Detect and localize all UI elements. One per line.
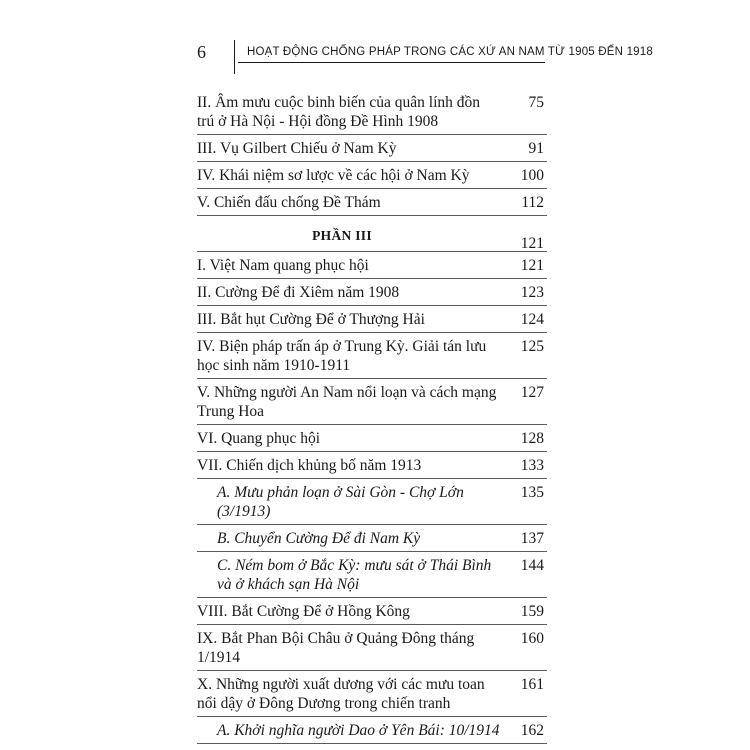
toc-entry	[197, 625, 547, 671]
toc-entry	[197, 252, 547, 279]
toc-entry-page: 75	[528, 94, 544, 111]
toc-entry-page: 121	[520, 257, 544, 274]
toc-entry	[197, 452, 547, 479]
toc-entry-page: 137	[520, 530, 544, 547]
toc-entry-page: 160	[520, 630, 544, 647]
toc-entry-title: II. Âm mưu cuộc binh biến của quân lính đồn trú ở Hà Nội - Hội đồng Đề Hình 1908	[197, 94, 481, 130]
toc-entry	[197, 598, 547, 625]
toc-entry-title: X. Những người xuất dương với các mưu toan nổi dậy ở Đông Dương trong chiến tranh	[197, 676, 485, 712]
toc-entry-title: VI. Quang phục hội	[197, 430, 321, 447]
table-of-contents	[197, 89, 547, 744]
running-title: HOẠT ĐỘNG CHỐNG PHÁP TRONG CÁC XỨ AN NAM TỪ 1905 ĐẾN 1918	[247, 46, 653, 58]
toc-entry-title: IV. Biện pháp trấn áp ở Trung Kỳ. Giải tán lưu học sinh năm 1910-1911	[197, 338, 487, 374]
toc-entry	[197, 135, 547, 162]
toc-subentry	[197, 552, 547, 598]
part-title: PHẦN III	[312, 228, 372, 243]
header-vertical-rule	[234, 40, 235, 74]
toc-subentry	[197, 525, 547, 552]
header-underline	[238, 62, 545, 63]
toc-entry-page: 123	[520, 284, 544, 301]
toc-entry	[197, 425, 547, 452]
toc-entry-title: V. Chiến đấu chống Đề Thám	[197, 194, 381, 211]
toc-entry-page: 135	[520, 484, 544, 501]
toc-entry	[197, 671, 547, 717]
toc-entry-title: IV. Khái niệm sơ lược về các hội ở Nam Kỳ	[197, 167, 470, 184]
toc-entry-page: 128	[520, 430, 544, 447]
toc-subentry	[197, 717, 547, 744]
toc-subentry-title: C. Ném bom ở Bắc Kỳ: mưu sát ở Thái Bình và ở khách sạn Hà Nội	[217, 557, 492, 593]
toc-entry	[197, 162, 547, 189]
toc-entry-title: IX. Bắt Phan Bội Châu ở Quảng Đông tháng 1/1914	[197, 630, 475, 666]
toc-entry-title: VII. Chiến dịch khủng bố năm 1913	[197, 457, 422, 474]
toc-entry-page: 100	[520, 167, 544, 184]
toc-entry	[197, 333, 547, 379]
toc-entry-title: III. Bắt hụt Cường Để ở Thượng Hải	[197, 311, 425, 328]
toc-entry-page: 133	[520, 457, 544, 474]
toc-entry-title: I. Việt Nam quang phục hội	[197, 257, 369, 274]
toc-entry-title: II. Cường Để đi Xiêm năm 1908	[197, 284, 400, 301]
toc-entry-page: 125	[520, 338, 544, 355]
toc-entry	[197, 89, 547, 135]
toc-entry-title: V. Những người An Nam nổi loạn và cách mạng Trung Hoa	[197, 384, 497, 420]
toc-entry-title: III. Vụ Gilbert Chiếu ở Nam Kỳ	[197, 140, 397, 157]
toc-entry-page: 144	[520, 557, 544, 574]
toc-entry-page: 161	[520, 676, 544, 693]
page-number: 6	[197, 42, 206, 62]
toc-subentry-title: A. Khởi nghĩa người Dao ở Yên Bái: 10/1914	[217, 722, 500, 739]
toc-entry-page: 121	[520, 235, 544, 252]
toc-subentry-title: A. Mưu phản loạn ở Sài Gòn - Chợ Lớn (3/1913)	[217, 484, 464, 520]
toc-entry-page: 112	[521, 194, 544, 211]
toc-entry-page: 127	[520, 384, 544, 401]
toc-entry-title: VIII. Bắt Cường Để ở Hồng Kông	[197, 603, 410, 620]
toc-entry-page: 124	[520, 311, 544, 328]
toc-entry	[197, 306, 547, 333]
page-header	[0, 0, 750, 80]
toc-entry	[197, 379, 547, 425]
toc-part-heading	[197, 216, 547, 252]
toc-entry-page: 91	[528, 140, 544, 157]
toc-entry-page: 159	[520, 603, 544, 620]
toc-entry	[197, 279, 547, 306]
toc-subentry	[197, 479, 547, 525]
toc-entry	[197, 189, 547, 216]
toc-subentry-title: B. Chuyển Cường Để đi Nam Kỳ	[217, 530, 421, 547]
toc-entry-page: 162	[520, 722, 544, 739]
